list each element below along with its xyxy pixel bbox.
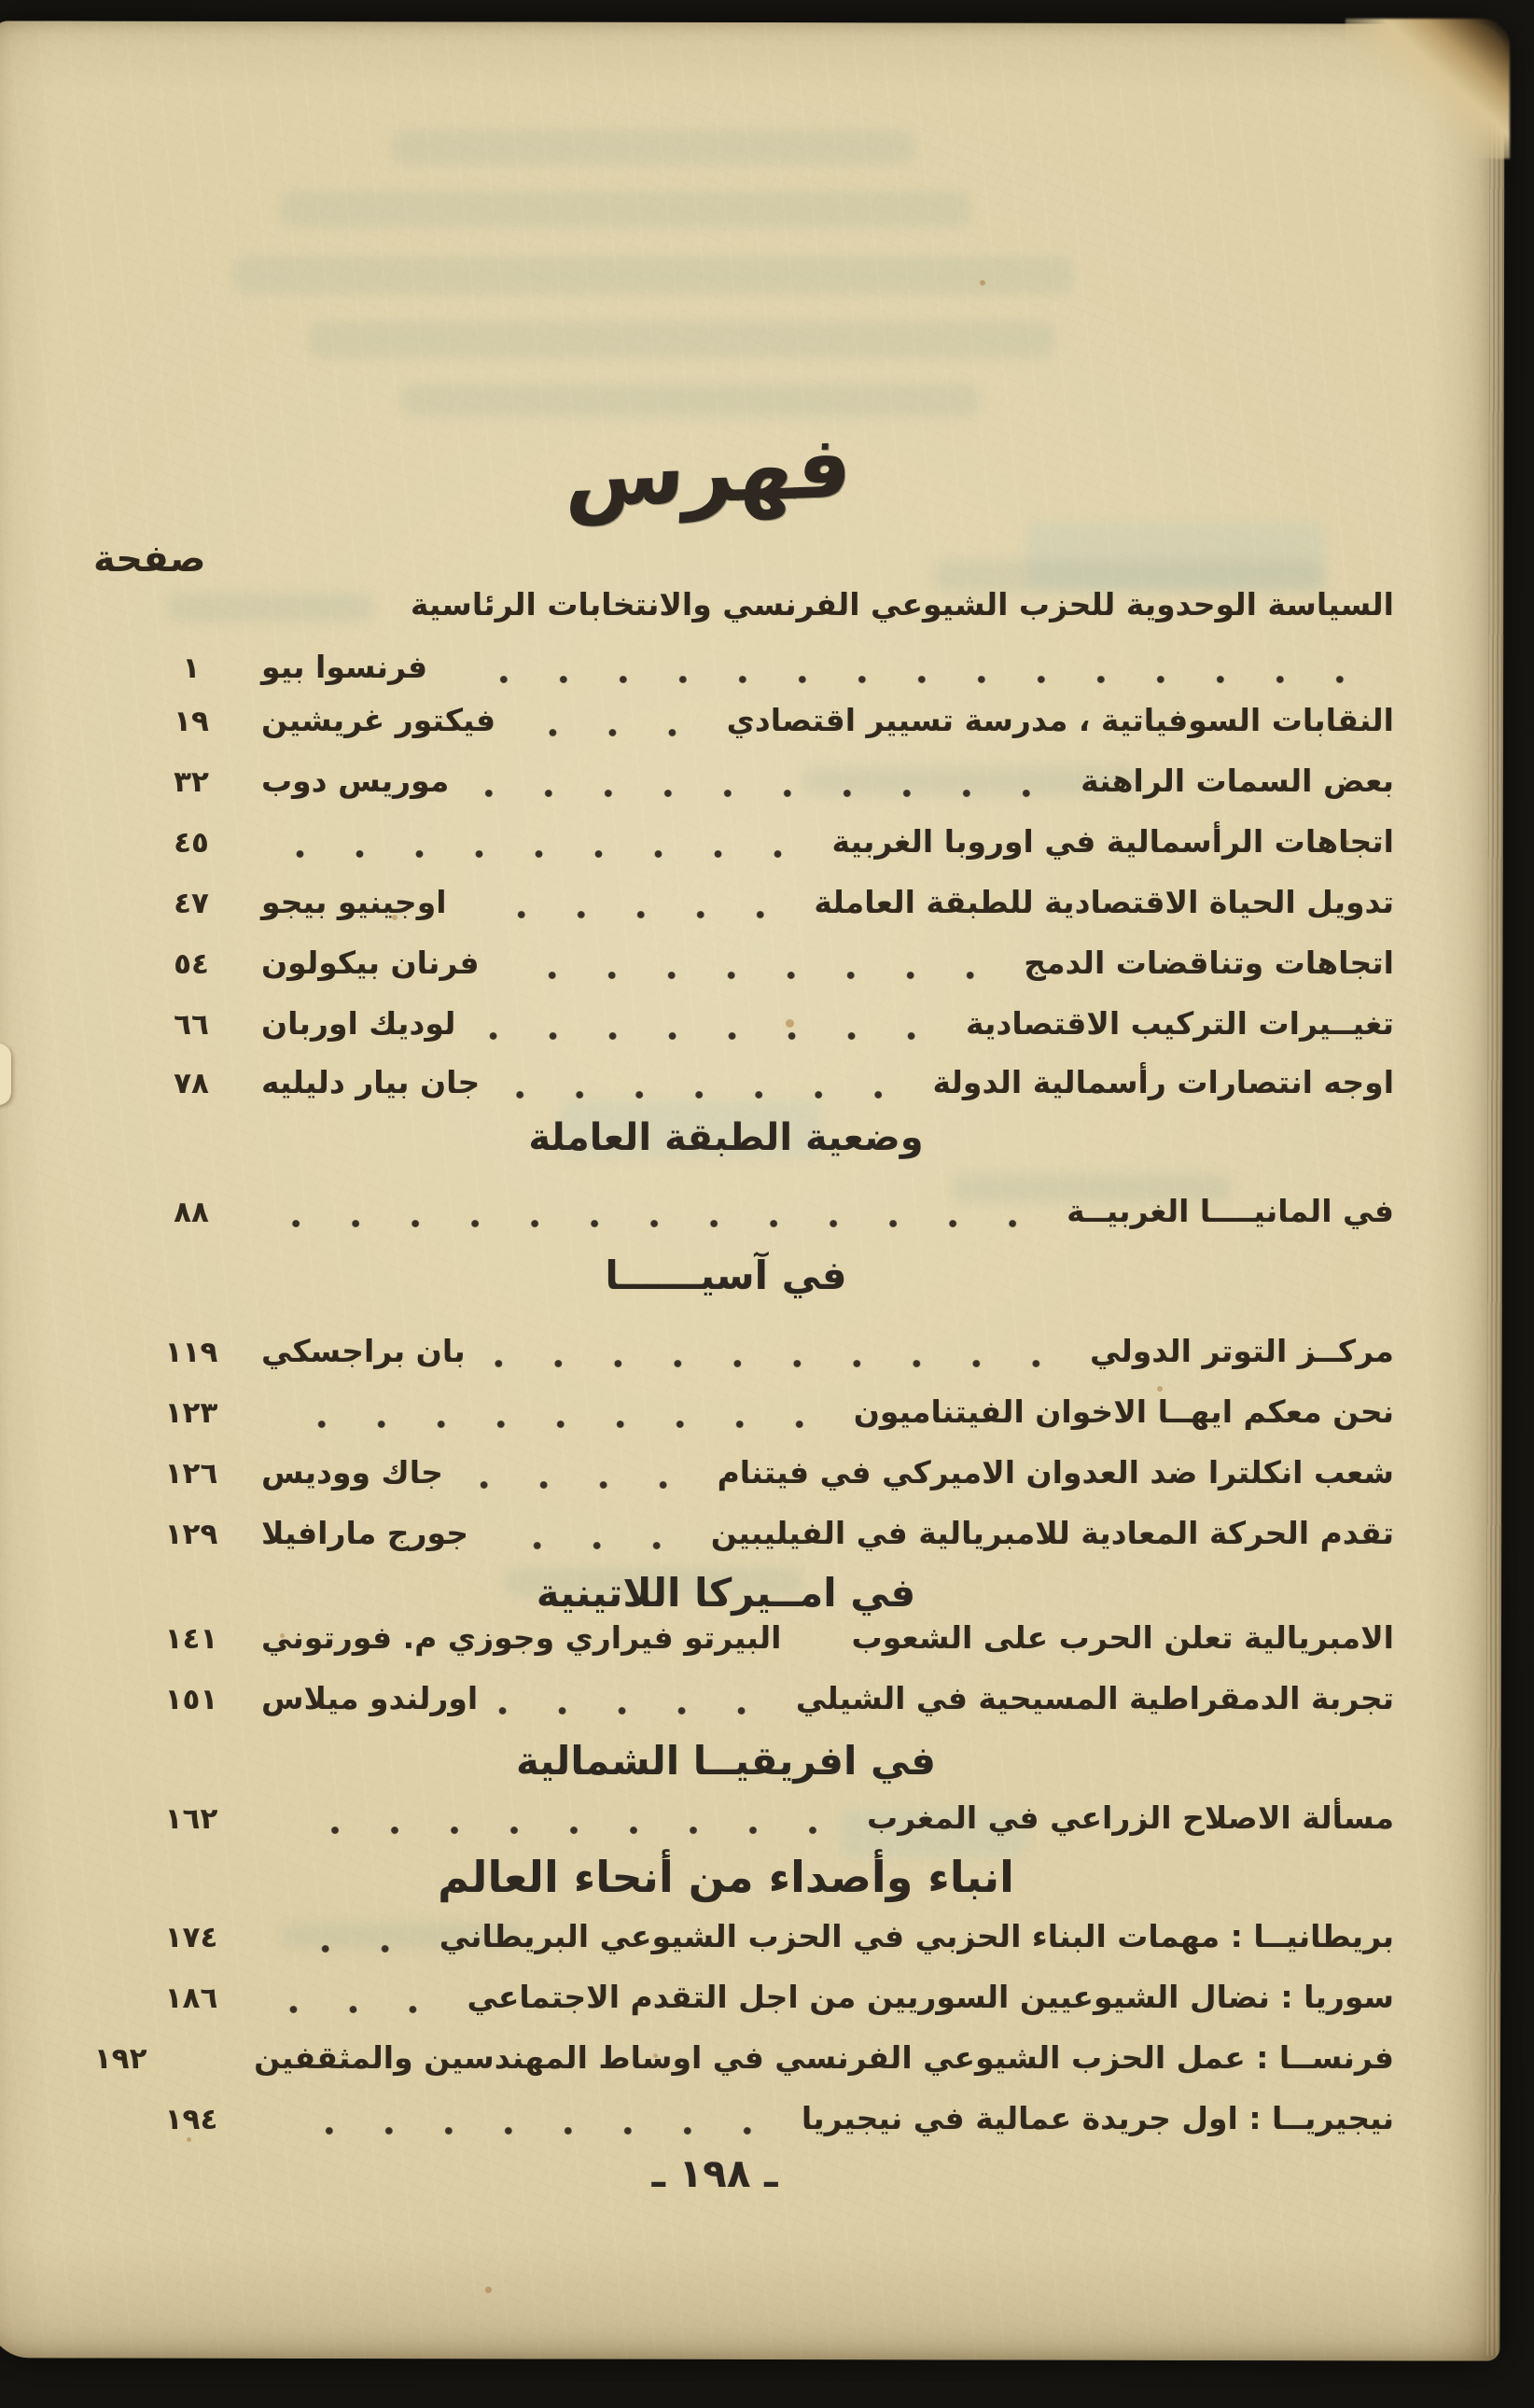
toc-entry-title: تقدم الحركة المعادية للامبريالية في الفيليبين — [710, 1515, 1394, 1551]
toc-entry-author: فرنسوا بيو — [261, 649, 428, 685]
toc-entry-page-number: ٨٨ — [174, 1196, 209, 1229]
toc-entry — [121, 649, 1394, 701]
toc-entry — [121, 763, 1394, 815]
toc-entry-author: جاك ووديس — [261, 1454, 443, 1491]
toc-entry-title: اتجاهات وتناقضات الدمج — [1024, 945, 1394, 981]
toc-entry-author: جان بيار دليليه — [261, 1064, 481, 1100]
toc-entry-page-number: ٤٧ — [174, 887, 209, 920]
toc-entry — [121, 1979, 1394, 2031]
toc-entry-title: نحن معكم ايهــا الاخوان الفيتناميون — [853, 1393, 1394, 1430]
dot-leader — [282, 2125, 777, 2136]
toc-entry — [121, 945, 1394, 997]
toc-entry-author: اورلندو ميلاس — [261, 1680, 479, 1716]
toc-entry-page-number: ١٤١ — [164, 1622, 218, 1656]
toc-entry-title: مسألة الاصلاح الزراعي في المغرب — [867, 1799, 1394, 1836]
toc-entry-title: اوجه انتصارات رأسمالية الدولة — [932, 1064, 1394, 1100]
toc-entry-page-number: ١٢٦ — [164, 1457, 218, 1491]
toc-section-heading-label: في افريقيــا الشمالية — [515, 1738, 937, 1784]
toc-entry — [121, 702, 1394, 754]
toc-entry — [93, 2039, 1394, 2092]
toc-entry-author: جورج مارافيلا — [261, 1515, 469, 1551]
dot-leader — [282, 1825, 843, 1836]
dot-leader — [476, 1030, 941, 1042]
dot-leader — [500, 1089, 908, 1100]
dot-leader — [516, 727, 702, 738]
toc-entry-title: تغيــيرات التركيب الاقتصادية — [965, 1005, 1394, 1042]
dot-leader — [498, 1705, 772, 1716]
toc-entry-page-number: ١٧٤ — [164, 1921, 218, 1954]
toc-section-heading — [90, 1738, 1362, 1784]
dot-leader — [489, 1540, 687, 1551]
toc-entry-author: اوجينيو بيجو — [261, 884, 447, 920]
toc-entry — [121, 1333, 1394, 1385]
toc-entry-title: بريطانيــا : مهمات البناء الحزبي في الحزب الشيوعي البريطاني — [439, 1918, 1394, 1954]
toc-section-heading — [90, 1116, 1362, 1159]
dot-leader — [486, 1358, 1066, 1369]
toc-entry — [121, 1799, 1394, 1852]
toc-entry-page-number: ١ — [182, 651, 201, 685]
toc-entry-author: فرنان بيكولون — [261, 945, 480, 981]
toc-entry — [121, 2100, 1394, 2152]
toc-entry — [121, 1393, 1394, 1446]
toc-entry — [121, 1918, 1394, 1970]
toc-entry-author: لوديك اوربان — [261, 1005, 456, 1042]
toc-entry — [121, 586, 1394, 638]
page-title: فهرس — [564, 416, 855, 527]
toc-entry-page-number: ١٩٤ — [164, 2103, 218, 2136]
toc-entry-page-number: ٣٢ — [174, 765, 209, 799]
toc-entry-title: تدويل الحياة الاقتصادية للطبقة العاملة — [814, 884, 1394, 920]
toc-entry-page-number: ١٩ — [174, 705, 209, 738]
toc-section-heading-label: انباء وأصداء من أنحاء العالم — [438, 1852, 1014, 1902]
toc-entry-title: النقابات السوفياتية ، مدرسة تسيير اقتصادي — [726, 702, 1394, 738]
toc-entry-page-number: ٧٨ — [174, 1067, 209, 1100]
toc-entry-title: فرنســا : عمل الحزب الشيوعي الفرنسي في اوساط المهندسين والمثقفين — [254, 2039, 1394, 2076]
toc-entry — [121, 1454, 1394, 1506]
toc-entry — [121, 1515, 1394, 1567]
dot-leader — [464, 1479, 693, 1491]
toc-entry — [121, 884, 1394, 936]
dot-leader — [448, 674, 1370, 685]
toc-entry-page-number: ١٦٢ — [164, 1802, 218, 1836]
toc-entry-title: نيجيريــا : اول جريدة عمالية في نيجيريا — [801, 2100, 1394, 2136]
toc-entry-page-number: ١٨٦ — [164, 1981, 218, 2015]
toc-section-heading — [90, 1253, 1362, 1298]
toc-entry-page-number: ١١٩ — [164, 1336, 218, 1369]
page-column-label: صفحة — [93, 538, 206, 581]
toc-entry-page-number: ٤٥ — [174, 826, 209, 860]
toc-entry-page-number: ١٥١ — [164, 1683, 218, 1716]
toc-entry-page-number: ٥٤ — [174, 947, 209, 981]
toc-entry-title: في المانيــــا الغربيــة — [1067, 1193, 1394, 1229]
toc-entry — [121, 1680, 1394, 1732]
dot-leader — [500, 970, 1000, 981]
toc-entry-author: البيرتو فيراري وجوزي م. فورتوني — [261, 1619, 782, 1656]
toc-entry — [121, 1005, 1394, 1057]
toc-section-heading — [90, 1570, 1362, 1616]
toc-entry — [121, 1619, 1394, 1672]
toc-entry-page-number: ٦٦ — [174, 1008, 209, 1042]
toc-entry-page-number: ١٢٩ — [164, 1518, 218, 1551]
toc-entry-title: الامبريالية تعلن الحرب على الشعوب — [851, 1619, 1394, 1656]
dot-leader — [467, 909, 790, 920]
toc-section-heading-label: وضعية الطبقة العاملة — [528, 1116, 924, 1159]
toc-entry-author: موريس دوب — [261, 763, 450, 799]
toc-entry — [121, 823, 1394, 875]
dot-leader — [282, 848, 808, 860]
toc-entry-title: سوريا : نضال الشيوعيين السوريين من اجل التقدم الاجتماعي — [467, 1979, 1394, 2015]
dot-leader — [802, 1645, 827, 1656]
dot-leader — [469, 788, 1056, 799]
toc-entry-title: السياسة الوحدوية للحزب الشيوعي الفرنسي والانتخابات الرئاسية — [410, 586, 1394, 623]
toc-entry — [121, 1193, 1394, 1245]
toc-entry-author: بان براجسكي — [261, 1333, 466, 1369]
toc-entry — [121, 1064, 1394, 1116]
toc-entry-page-number: ١٩٢ — [93, 2042, 147, 2076]
dot-leader — [211, 2065, 230, 2076]
toc-section-heading — [90, 1852, 1362, 1902]
dot-leader — [282, 2004, 442, 2015]
toc-entry-page-number: ١٢٣ — [164, 1396, 218, 1430]
page-number-footer: ـ ١٩٨ ـ — [651, 2150, 778, 2196]
dot-leader — [282, 1218, 1042, 1229]
toc-entry-author: فيكتور غريشين — [261, 702, 496, 738]
toc-entry-title: بعض السمات الراهنة — [1081, 763, 1394, 799]
toc-entry-title: مركــز التوتر الدولي — [1089, 1333, 1394, 1369]
toc-entry-title: شعب انكلترا ضد العدوان الاميركي في فيتنام — [717, 1454, 1394, 1491]
dot-leader — [282, 1943, 415, 1954]
dot-leader — [282, 1419, 830, 1430]
toc-section-heading-label: في آسيــــــا — [605, 1253, 847, 1298]
toc-entry-title: اتجاهات الرأسمالية في اوروبا الغربية — [831, 823, 1394, 860]
toc-entry-title: تجربة الدمقراطية المسيحية في الشيلي — [795, 1680, 1394, 1716]
toc-section-heading-label: في امــيركا اللاتينية — [536, 1570, 916, 1616]
